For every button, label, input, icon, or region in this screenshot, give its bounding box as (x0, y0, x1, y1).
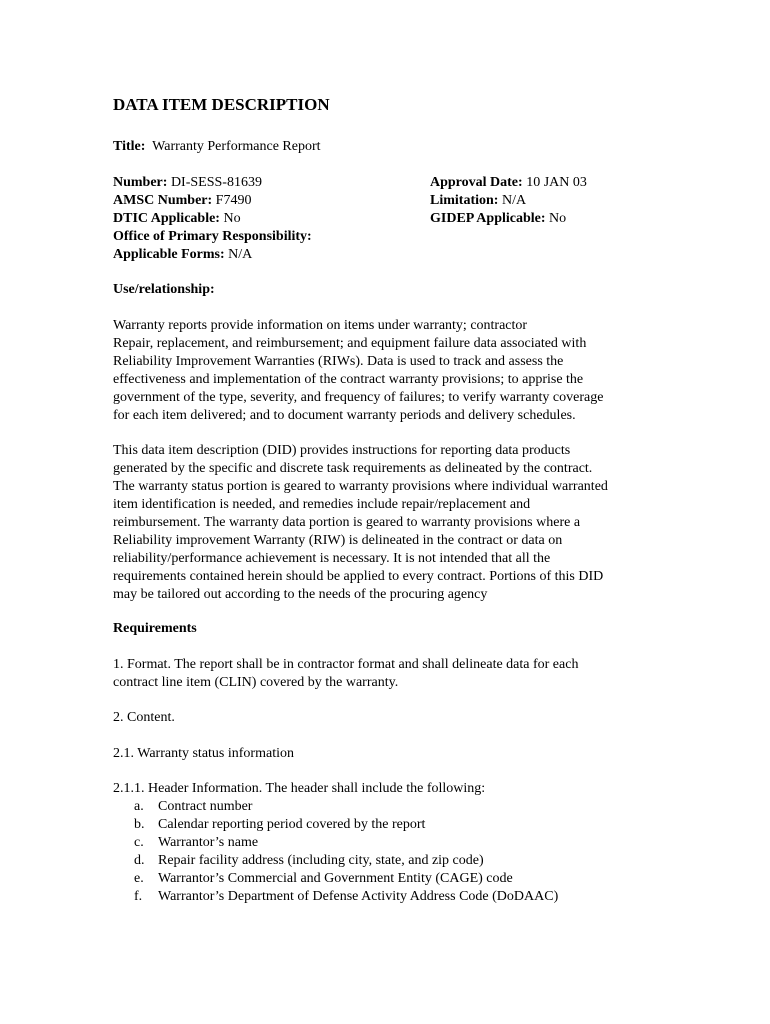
meta-gidep-applicable (430, 210, 587, 228)
paragraph-line: 2. Content. (113, 710, 175, 725)
meta-value: F7490 (215, 193, 252, 208)
meta-office-responsibility (113, 228, 312, 246)
metadata-right (430, 174, 587, 228)
meta-number (113, 174, 312, 192)
paragraph-line: reimbursement. The warranty data portion is geared to warranty provisions where a (113, 515, 581, 530)
meta-value: N/A (501, 193, 527, 208)
meta-label: Approval Date: (430, 175, 523, 190)
paragraph-line: government of the type, severity, and frequency of failures; to verify warranty coverage (113, 390, 604, 405)
use-paragraph-1 (113, 317, 653, 425)
paragraph-line: 2.1. Warranty status information (113, 746, 294, 761)
list-text: Warrantor’s Department of Defense Activity Address Code (DoDAAC) (158, 889, 559, 904)
list-text: Warrantor’s name (158, 835, 259, 850)
list-text: Calendar reporting period covered by the report (158, 817, 426, 832)
paragraph-line: Warranty reports provide information on items under warranty; contractor (113, 318, 528, 333)
list-item (113, 852, 653, 870)
paragraph-line: The warranty status portion is geared to warranty provisions where individual warranted (113, 479, 608, 494)
meta-value: No (223, 211, 241, 226)
meta-label: GIDEP Applicable: (430, 211, 546, 226)
meta-label: DTIC Applicable: (113, 211, 220, 226)
list-marker: d. (134, 853, 145, 868)
paragraph-line: requirements contained herein should be applied to every contract. Portions of this DID (113, 569, 604, 584)
meta-dtic-applicable (113, 210, 312, 228)
meta-value: N/A (228, 247, 253, 262)
list-item (113, 798, 653, 816)
paragraph-line: generated by the specific and discrete task requirements as delineated by the contract. (113, 461, 593, 476)
title-value: Warranty Performance Report (152, 139, 321, 154)
meta-amsc-number (113, 192, 312, 210)
meta-value: DI-SESS-81639 (170, 175, 262, 190)
paragraph-line: item identification is needed, and remedies include repair/replacement and (113, 497, 531, 512)
paragraph-line: Repair, replacement, and reimbursement; and equipment failure data associated with (113, 336, 587, 351)
paragraph-line: 2.1.1. Header Information. The header shall include the following: (113, 781, 486, 796)
title-label: Title: (113, 139, 146, 154)
paragraph-line: effectiveness and implementation of the contract warranty provisions; to apprise the (113, 372, 584, 387)
requirements-heading (113, 620, 653, 638)
requirement-status (113, 745, 653, 763)
paragraph-line: Reliability Improvement Warranties (RIWs). Data is used to track and assess the (113, 354, 564, 369)
meta-value: 10 JAN 03 (526, 175, 587, 190)
paragraph-line: contract line item (CLIN) covered by the warranty. (113, 675, 399, 690)
use-relationship-heading (113, 281, 653, 299)
paragraph-line: for each item delivered; and to document warranty periods and delivery schedules. (113, 408, 576, 423)
paragraph-line: This data item description (DID) provides instructions for reporting data products (113, 443, 571, 458)
list-item (113, 834, 653, 852)
use-paragraph-2 (113, 442, 653, 604)
section-heading: Use/relationship: (113, 282, 215, 297)
paragraph-line: 1. Format. The report shall be in contractor format and shall delineate data for each (113, 657, 579, 672)
meta-label: Office of Primary Responsibility: (113, 229, 312, 244)
paragraph-line: Reliability improvement Warranty (RIW) is delineated in the contract or data on (113, 533, 563, 548)
list-text: Repair facility address (including city, state, and zip code) (158, 853, 484, 868)
meta-label: Number: (113, 175, 168, 190)
list-marker: e. (134, 871, 144, 886)
meta-limitation (430, 192, 587, 210)
paragraph-line: reliability/performance achievement is necessary. It is not intended that all the (113, 551, 551, 566)
document-heading: DATA ITEM DESCRIPTION (113, 95, 330, 114)
meta-applicable-forms (113, 246, 312, 264)
list-text: Contract number (158, 799, 253, 814)
list-text: Warrantor’s Commercial and Government Entity (CAGE) code (158, 871, 513, 886)
title-line (113, 138, 321, 156)
list-marker: a. (134, 799, 144, 814)
meta-label: Limitation: (430, 193, 499, 208)
metadata-left (113, 174, 312, 264)
list-item (113, 816, 653, 834)
list-marker: f. (134, 889, 143, 904)
list-marker: c. (134, 835, 144, 850)
meta-approval-date (430, 174, 587, 192)
meta-label: Applicable Forms: (113, 247, 225, 262)
requirement-format (113, 656, 653, 692)
requirement-header-information (113, 780, 653, 906)
meta-value: No (549, 211, 567, 226)
list-item (113, 888, 653, 906)
list-marker: b. (134, 817, 145, 832)
paragraph-line: may be tailored out according to the needs of the procuring agency (113, 587, 488, 602)
requirement-content (113, 709, 653, 727)
section-heading: Requirements (113, 621, 197, 636)
meta-label: AMSC Number: (113, 193, 213, 208)
list-item (113, 870, 653, 888)
